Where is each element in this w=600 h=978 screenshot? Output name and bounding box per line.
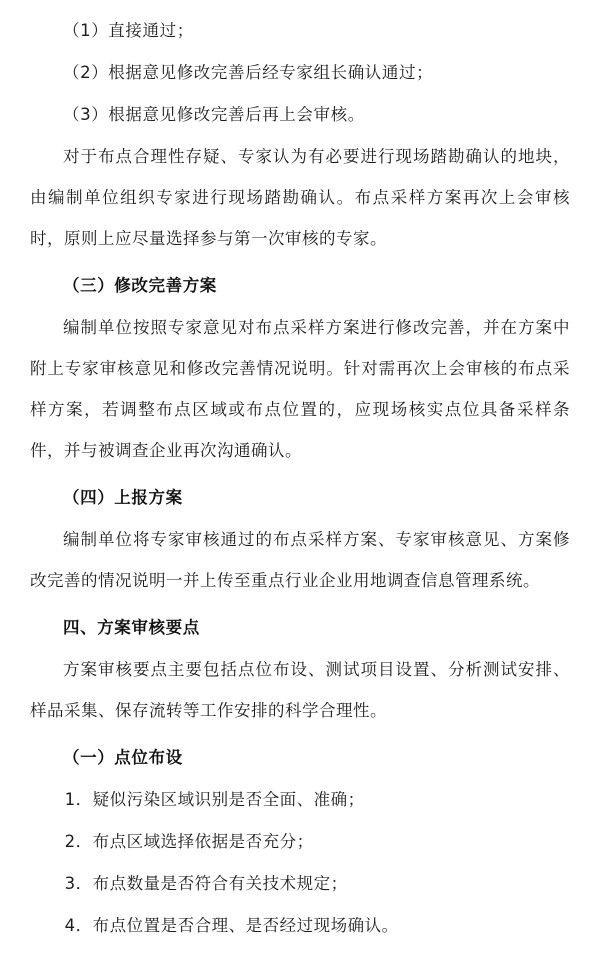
- heading-revise-plan: （三）修改完善方案: [63, 276, 217, 295]
- list-item: （1）直接通过；: [63, 21, 194, 40]
- paragraph-submit-plan: 编制单位将专家审核通过的布点采样方案、专家审核意见、方案修改完善的情况说明一并上传至重点行业企业用地调查信息管理系统。: [30, 530, 570, 590]
- list-item: 1．疑似污染区域识别是否全面、准确；: [64, 790, 365, 809]
- list-item: （3）根据意见修改完善后再上会审核。: [63, 105, 365, 124]
- heading-review-points: 四、方案审核要点: [63, 618, 200, 637]
- paragraph-revise-plan: 编制单位按照专家意见对布点采样方案进行修改完善，并在方案中附上专家审核意见和修改完善情况说明。针对需再次上会审核的布点采样方案，若调整布点区域或布点位置的，应现场核实点位具备采样条件，并与被调查企业再次沟通确认。: [30, 318, 570, 460]
- paragraph-site-survey: 对于布点合理性存疑、专家认为有必要进行现场踏勘确认的地块，由编制单位组织专家进行现场踏勘确认。布点采样方案再次上会审核时，原则上应尽量选择参与第一次审核的专家。: [30, 147, 570, 248]
- heading-point-layout: （一）点位布设: [63, 748, 183, 767]
- list-item: 2．布点区域选择依据是否充分；: [64, 832, 314, 851]
- list-item: 3．布点数量是否符合有关技术规定；: [64, 874, 348, 893]
- paragraph-review-points: 方案审核要点主要包括点位布设、测试项目设置、分析测试安排、样品采集、保存流转等工作安排的科学合理性。: [30, 660, 570, 720]
- heading-submit-plan: （四）上报方案: [63, 488, 183, 507]
- list-item: 4．布点位置是否合理、是否经过现场确认。: [64, 916, 399, 935]
- list-item: （2）根据意见修改完善后经专家组长确认通过；: [63, 63, 434, 82]
